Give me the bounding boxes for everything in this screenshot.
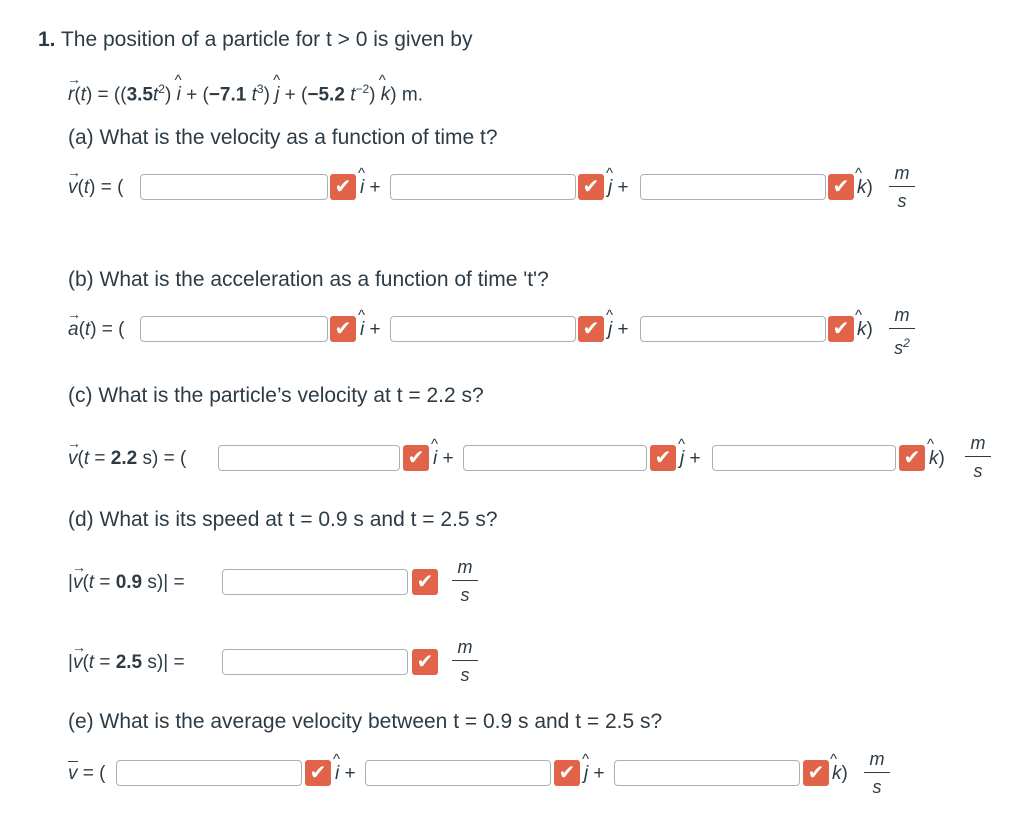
part-b-lhs: → a(t) = ( bbox=[67, 306, 125, 340]
r-vector: → r bbox=[67, 71, 81, 106]
unit-m-per-s: m s bbox=[889, 162, 915, 212]
check-icon: ✔ bbox=[650, 445, 676, 471]
check-icon: ✔ bbox=[554, 760, 580, 786]
k-hat-close: ^ k) bbox=[855, 307, 873, 340]
part-e-lhs: v = ( bbox=[68, 763, 106, 784]
unit-m-per-s: m s bbox=[452, 636, 478, 686]
part-b-question: (b) What is the acceleration as a function of time 't'? bbox=[68, 268, 549, 291]
check-icon: ✔ bbox=[330, 316, 356, 342]
speed-2.5-input[interactable] bbox=[222, 649, 408, 675]
check-icon: ✔ bbox=[828, 316, 854, 342]
k-hat-close: ^ k) bbox=[927, 436, 945, 469]
problem-number: 1. bbox=[38, 28, 56, 51]
unit-m-per-s: m s bbox=[452, 556, 478, 606]
part-b-i-input[interactable] bbox=[140, 316, 328, 342]
part-a-k-input[interactable] bbox=[640, 174, 826, 200]
unit-m-per-s2: m $s^2$ bbox=[889, 304, 915, 354]
unit-m-per-s: m s bbox=[864, 748, 890, 798]
check-icon: ✔ bbox=[412, 649, 438, 675]
j-hat-plus: ^ j + bbox=[582, 751, 605, 784]
check-icon: ✔ bbox=[578, 316, 604, 342]
k-hat-close: ^ k) bbox=[855, 165, 873, 198]
part-b-j-input[interactable] bbox=[390, 316, 576, 342]
part-e-i-input[interactable] bbox=[116, 760, 302, 786]
j-hat-plus: ^ j + bbox=[678, 436, 701, 469]
check-icon: ✔ bbox=[578, 174, 604, 200]
part-d-question: (d) What is its speed at t = 0.9 s and t = 2.5 s? bbox=[68, 508, 498, 531]
check-icon: ✔ bbox=[828, 174, 854, 200]
check-icon: ✔ bbox=[803, 760, 829, 786]
i-hat-plus: ^ i + bbox=[333, 751, 356, 784]
problem-heading bbox=[38, 28, 472, 52]
j-hat-plus: ^ j + bbox=[606, 307, 629, 340]
check-icon: ✔ bbox=[412, 569, 438, 595]
position-equation: → $r(t) = ((3.5t^2)$ ^ i + (−7.1 $t^3$) ^ j + (−5.2 $t^{-2}$) ^ k) m. bbox=[67, 71, 423, 106]
check-icon: ✔ bbox=[899, 445, 925, 471]
part-d-lhs-1: | → v(t = 0.9 s)| = bbox=[68, 559, 185, 593]
speed-0.9-input[interactable] bbox=[222, 569, 408, 595]
i-hat-plus: ^ i + bbox=[358, 307, 381, 340]
part-d-lhs-2: | → v(t = 2.5 s)| = bbox=[68, 639, 185, 673]
part-a-i-input[interactable] bbox=[140, 174, 328, 200]
check-icon: ✔ bbox=[305, 760, 331, 786]
i-hat-plus: ^ i + bbox=[431, 436, 454, 469]
check-icon: ✔ bbox=[403, 445, 429, 471]
part-e-question: (e) What is the average velocity between t = 0.9 s and t = 2.5 s? bbox=[68, 710, 663, 733]
k-hat-close: ^ k) bbox=[830, 751, 848, 784]
i-hat-plus: ^ i + bbox=[358, 165, 381, 198]
part-c-question: (c) What is the particle’s velocity at t = 2.2 s? bbox=[68, 384, 484, 407]
part-a-lhs: → v(t) = ( bbox=[67, 164, 124, 198]
problem-intro: The position of a particle for t > 0 is given by bbox=[60, 28, 473, 51]
check-icon: ✔ bbox=[330, 174, 356, 200]
part-e-k-input[interactable] bbox=[614, 760, 800, 786]
part-c-k-input[interactable] bbox=[712, 445, 896, 471]
unit-m-per-s: m s bbox=[965, 432, 991, 482]
part-a-question: (a) What is the velocity as a function of time t? bbox=[68, 126, 498, 149]
part-b-k-input[interactable] bbox=[640, 316, 826, 342]
part-a-j-input[interactable] bbox=[390, 174, 576, 200]
part-c-j-input[interactable] bbox=[463, 445, 647, 471]
part-e-j-input[interactable] bbox=[365, 760, 551, 786]
j-hat-plus: ^ j + bbox=[606, 165, 629, 198]
part-c-i-input[interactable] bbox=[218, 445, 400, 471]
part-c-lhs: → v(t = 2.2 s) = ( bbox=[67, 435, 187, 469]
